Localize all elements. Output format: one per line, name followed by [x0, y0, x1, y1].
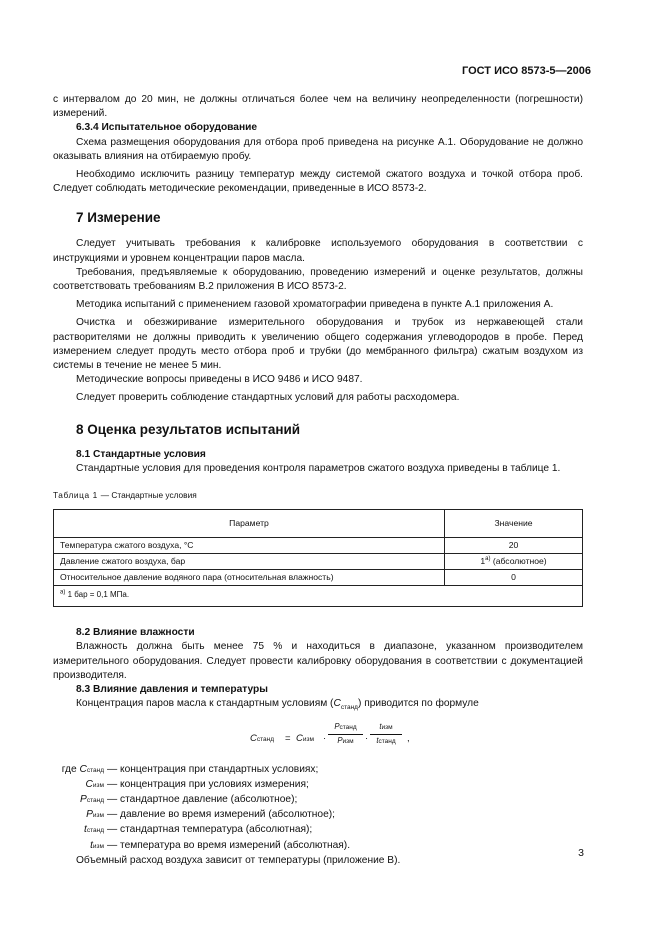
section-7-para-5: Методические вопросы приведены в ИСО 9486 и ИСО 9487. [76, 374, 363, 386]
formula-c-meas-symbol: C [296, 732, 303, 744]
section-7-para-1: Следует учитывать требования к калибровке используемого оборудования в соответствии с инструкциями и уровнем концентрации паров масла. [53, 238, 583, 264]
section-7-para-2: Требования, предъявляемые к оборудованию, проведению измерений и оценке результатов, должны соответствовать требованиям В.2 приложения В ИСО 8573-2. [53, 266, 583, 293]
footnote-marker: а) [60, 589, 66, 596]
final-paragraph: Объемный расход воздуха зависит от температуры (приложение В). [76, 854, 401, 866]
legend-symbol [53, 808, 107, 823]
legend-text: — температура во время измерений (абсолютная). [107, 839, 351, 851]
section-7-para-3: Методика испытаний с применением газовой хроматографии приведена в пункте А.1 приложения А. [76, 299, 554, 311]
legend-text: — стандартное давление (абсолютное); [107, 793, 298, 805]
section-6-3-4-para-2: Необходимо исключить разницу температур между системой сжатого воздуха и точкой отбора проб. Следует соблюдать методические рекомендации, приведенные в ИСО 8573-2. [53, 169, 583, 195]
table-cell-parameter: Относительное давление водяного пара (относительная влажность) [54, 570, 445, 586]
legend-row [53, 823, 583, 838]
section-8-3-title: 8.3 Влияние давления и температуры [76, 684, 268, 696]
page-number: 3 [578, 847, 584, 859]
formula-c-std-sub: станд [256, 735, 275, 743]
c-std-subscript: станд [340, 704, 358, 712]
p-meas-sub: изм [342, 737, 354, 745]
section-8-2-para: Влажность должна быть менее 75 % и находиться в диапазоне, указанном производителем измерительного оборудования. Следует провести калибровку оборудования в соответствии с документацией производителя. [53, 641, 583, 681]
section-8-2-title: 8.2 Влияние влажности [76, 627, 195, 639]
legend-row [53, 778, 583, 793]
section-6-3-4-title: 6.3.4 Испытательное оборудование [76, 122, 258, 134]
pressure-numerator [328, 722, 363, 733]
table-row [54, 570, 583, 586]
p-std-symbol: P [334, 721, 340, 731]
table-caption-text: — Стандартные условия [100, 490, 197, 501]
page-content [53, 93, 583, 868]
formula-dot: · [365, 732, 369, 744]
table-footnote-row [54, 586, 583, 607]
conversion-formula [53, 719, 583, 757]
table-caption-label: Таблица 1 [53, 490, 98, 501]
legend-sym: t [90, 839, 93, 851]
legend-symbol [53, 793, 107, 808]
t-meas-symbol: t [379, 721, 382, 731]
table-row [54, 538, 583, 554]
legend-row [53, 808, 583, 823]
pressure-fraction [328, 722, 363, 747]
section-8-1-title: 8.1 Стандартные условия [76, 448, 206, 460]
legend-sym: P [80, 793, 87, 805]
c-std-symbol: C [333, 698, 341, 710]
section-7-title: 7 Измерение [76, 210, 161, 226]
legend-sub: станд [86, 766, 104, 774]
legend-sym: C [79, 763, 87, 775]
table-cell-value: 20 [445, 538, 583, 554]
legend-sub: изм [92, 781, 104, 789]
legend-text: — концентрация при стандартных условиях; [107, 763, 319, 775]
pressure-suffix: (абсолютное) [492, 556, 547, 567]
formula-c-std: C [250, 732, 257, 744]
formula-c-meas [296, 732, 314, 747]
table-cell-value: 0 [445, 570, 583, 586]
table-header-value: Значение [445, 510, 583, 538]
formula-legend [53, 763, 583, 854]
legend-symbol [53, 778, 107, 793]
legend-where: где [61, 763, 77, 775]
t-std-sub: станд [378, 737, 396, 745]
legend-symbol [53, 763, 107, 778]
formula-c-meas-sub: изм [302, 735, 314, 743]
intro-paragraph: с интервалом до 20 мин, не должны отличаться более чем на величину неопределенности (погрешности) измерений. [53, 94, 583, 120]
t-std-symbol: t [376, 735, 379, 745]
p-std-sub: станд [339, 723, 357, 731]
table-header-parameter: Параметр [54, 510, 445, 538]
legend-sym: t [84, 824, 87, 836]
formula-comma: , [407, 732, 410, 744]
fraction-line [370, 734, 402, 735]
standard-conditions-table [53, 509, 583, 607]
section-7-para-6: Следует проверить соблюдение стандартных условий для работы расходомера. [76, 392, 460, 404]
table-caption [53, 488, 583, 502]
legend-text: — стандартная температура (абсолютная); [107, 824, 313, 836]
pressure-denominator [328, 736, 363, 747]
fraction-line [328, 734, 363, 735]
formula-dot: · [323, 732, 327, 744]
legend-text: — давление во время измерений (абсолютное); [107, 809, 335, 821]
p-meas-symbol: P [337, 735, 343, 745]
legend-sym: P [86, 809, 93, 821]
legend-sub: изм [92, 842, 104, 850]
section-6-3-4-para-1: Схема размещения оборудования для отбора проб приведена на рисунке А.1. Оборудование не должно оказывать влияния на отбираемую пробу. [53, 136, 583, 162]
legend-row [53, 763, 583, 778]
legend-sub: станд [86, 827, 104, 835]
table-cell-parameter: Температура сжатого воздуха, °С [54, 538, 445, 554]
legend-sub: станд [86, 796, 104, 804]
section-7-para-4: Очистка и обезжиривание измерительного оборудования и трубок из нержавеющей стали растворителями не должны приводить к увеличению общего содержания углеводородов в пробе. Перед измерением следует продуть место отбора проб и трубки (до мембранного фильтра) сжатым воздухом из системы в течение не менее 5 мин. [53, 317, 583, 372]
legend-symbol [53, 823, 107, 838]
temperature-fraction [370, 722, 402, 747]
section-8-3-para-end: ) приводится по формуле [357, 698, 479, 710]
table-header-row [54, 510, 583, 538]
legend-row [53, 839, 583, 854]
footnote-text: 1 бар = 0,1 МПа. [67, 590, 130, 600]
footnote-marker: а) [485, 556, 491, 563]
section-8-1-para: Стандартные условия для проведения контроля параметров сжатого воздуха приведены в таблице 1. [76, 462, 561, 474]
table-row [54, 554, 583, 570]
formula-lhs [250, 732, 274, 747]
section-8-3-para-start: Концентрация паров масла к стандартным условиям ( [76, 698, 334, 710]
section-8-title: 8 Оценка результатов испытаний [76, 421, 301, 437]
temperature-denominator [370, 736, 402, 747]
document-header: ГОСТ ИСО 8573-5—2006 [461, 65, 591, 77]
legend-sub: изм [92, 812, 104, 820]
pressure-value: 1 [480, 556, 486, 567]
table-cell-value [445, 554, 583, 570]
table-footnote [54, 586, 583, 607]
t-meas-sub: изм [381, 723, 393, 731]
section-8-3-para [53, 697, 583, 715]
temperature-numerator [370, 722, 402, 733]
legend-symbol [53, 839, 107, 854]
legend-row [53, 793, 583, 808]
legend-text: — концентрация при условиях измерения; [107, 778, 309, 790]
table-cell-parameter: Давление сжатого воздуха, бар [54, 554, 445, 570]
legend-sym: C [85, 778, 93, 790]
formula-equals: = [285, 732, 291, 744]
